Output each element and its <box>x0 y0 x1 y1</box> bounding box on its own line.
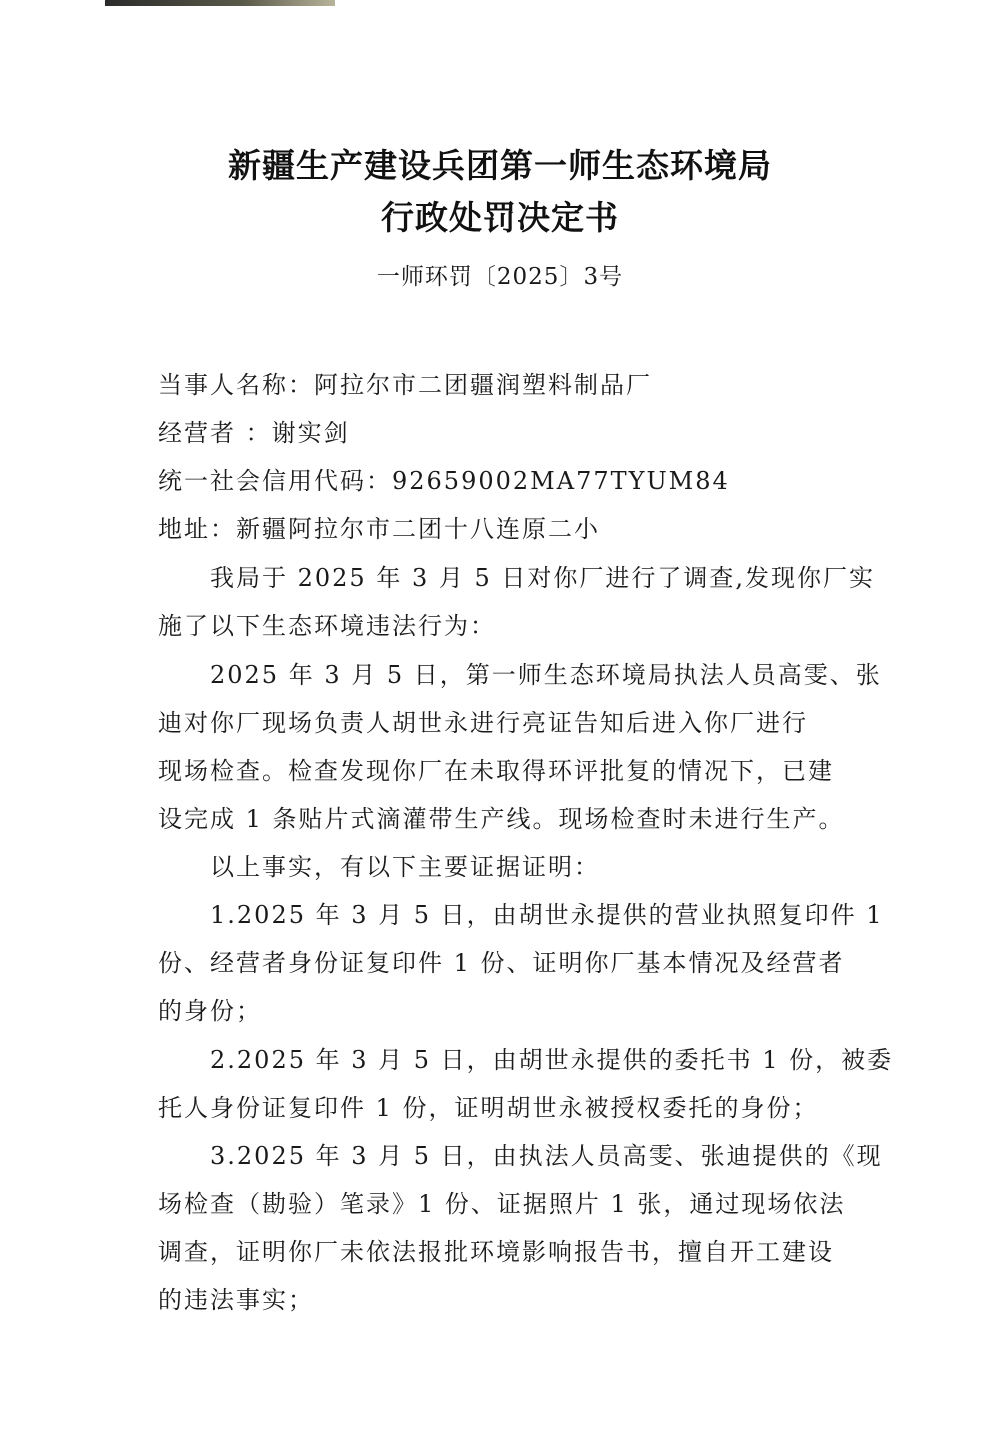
body-line: 份、经营者身份证复印件 1 份、证明你厂基本情况及经营者 <box>158 949 845 977</box>
body-line: 迪对你厂现场负责人胡世永进行亮证告知后进入你厂进行 <box>158 709 808 737</box>
credit-code-label: 统一社会信用代码： <box>158 467 392 495</box>
credit-code-row <box>158 461 858 496</box>
address-value: 新疆阿拉尔市二团十八连原二小 <box>236 515 600 543</box>
document-title-line2: 行政处罚决定书 <box>381 198 619 237</box>
party-name-label: 当事人名称： <box>158 371 314 399</box>
credit-code-value: 92659002MA77TYUM84 <box>392 467 730 495</box>
operator-row <box>158 413 858 448</box>
body-line: 1.2025 年 3 月 5 日，由胡世永提供的营业执照复印件 1 <box>210 901 884 929</box>
body-line: 以上事实，有以下主要证据证明： <box>210 853 600 881</box>
party-name-row <box>158 365 858 400</box>
body-line: 托人身份证复印件 1 份，证明胡世永被授权委托的身份； <box>158 1094 819 1122</box>
body-line: 2025 年 3 月 5 日，第一师生态环境局执法人员高雯、张 <box>210 661 882 689</box>
address-row <box>158 509 858 544</box>
party-name-value: 阿拉尔市二团疆润塑料制品厂 <box>314 371 652 399</box>
body-line: 2.2025 年 3 月 5 日，由胡世永提供的委托书 1 份，被委 <box>210 1046 894 1074</box>
operator-label: 经营者 ： <box>158 419 272 447</box>
body-line: 场检查（勘验）笔录》1 份、证据照片 1 张，通过现场依法 <box>158 1190 846 1218</box>
body-line: 设完成 1 条贴片式滴灌带生产线。现场检查时未进行生产。 <box>158 805 845 833</box>
body-line: 的违法事实； <box>158 1286 314 1314</box>
address-label: 地址： <box>158 515 236 543</box>
document-number: 一师环罚〔2025〕3号 <box>376 264 624 290</box>
body-line: 的身份； <box>158 997 262 1025</box>
document-title-line1: 新疆生产建设兵团第一师生态环境局 <box>228 146 772 185</box>
body-line: 我局于 2025 年 3 月 5 日对你厂进行了调查,发现你厂实 <box>210 564 876 592</box>
body-line: 现场检查。检查发现你厂在未取得环评批复的情况下，已建 <box>158 757 834 785</box>
body-line: 调查，证明你厂未依法报批环境影响报告书，擅自开工建设 <box>158 1238 834 1266</box>
operator-value: 谢实剑 <box>271 419 350 447</box>
body-line: 施了以下生态环境违法行为： <box>158 612 496 640</box>
body-line: 3.2025 年 3 月 5 日，由执法人员高雯、张迪提供的《现 <box>210 1142 883 1170</box>
